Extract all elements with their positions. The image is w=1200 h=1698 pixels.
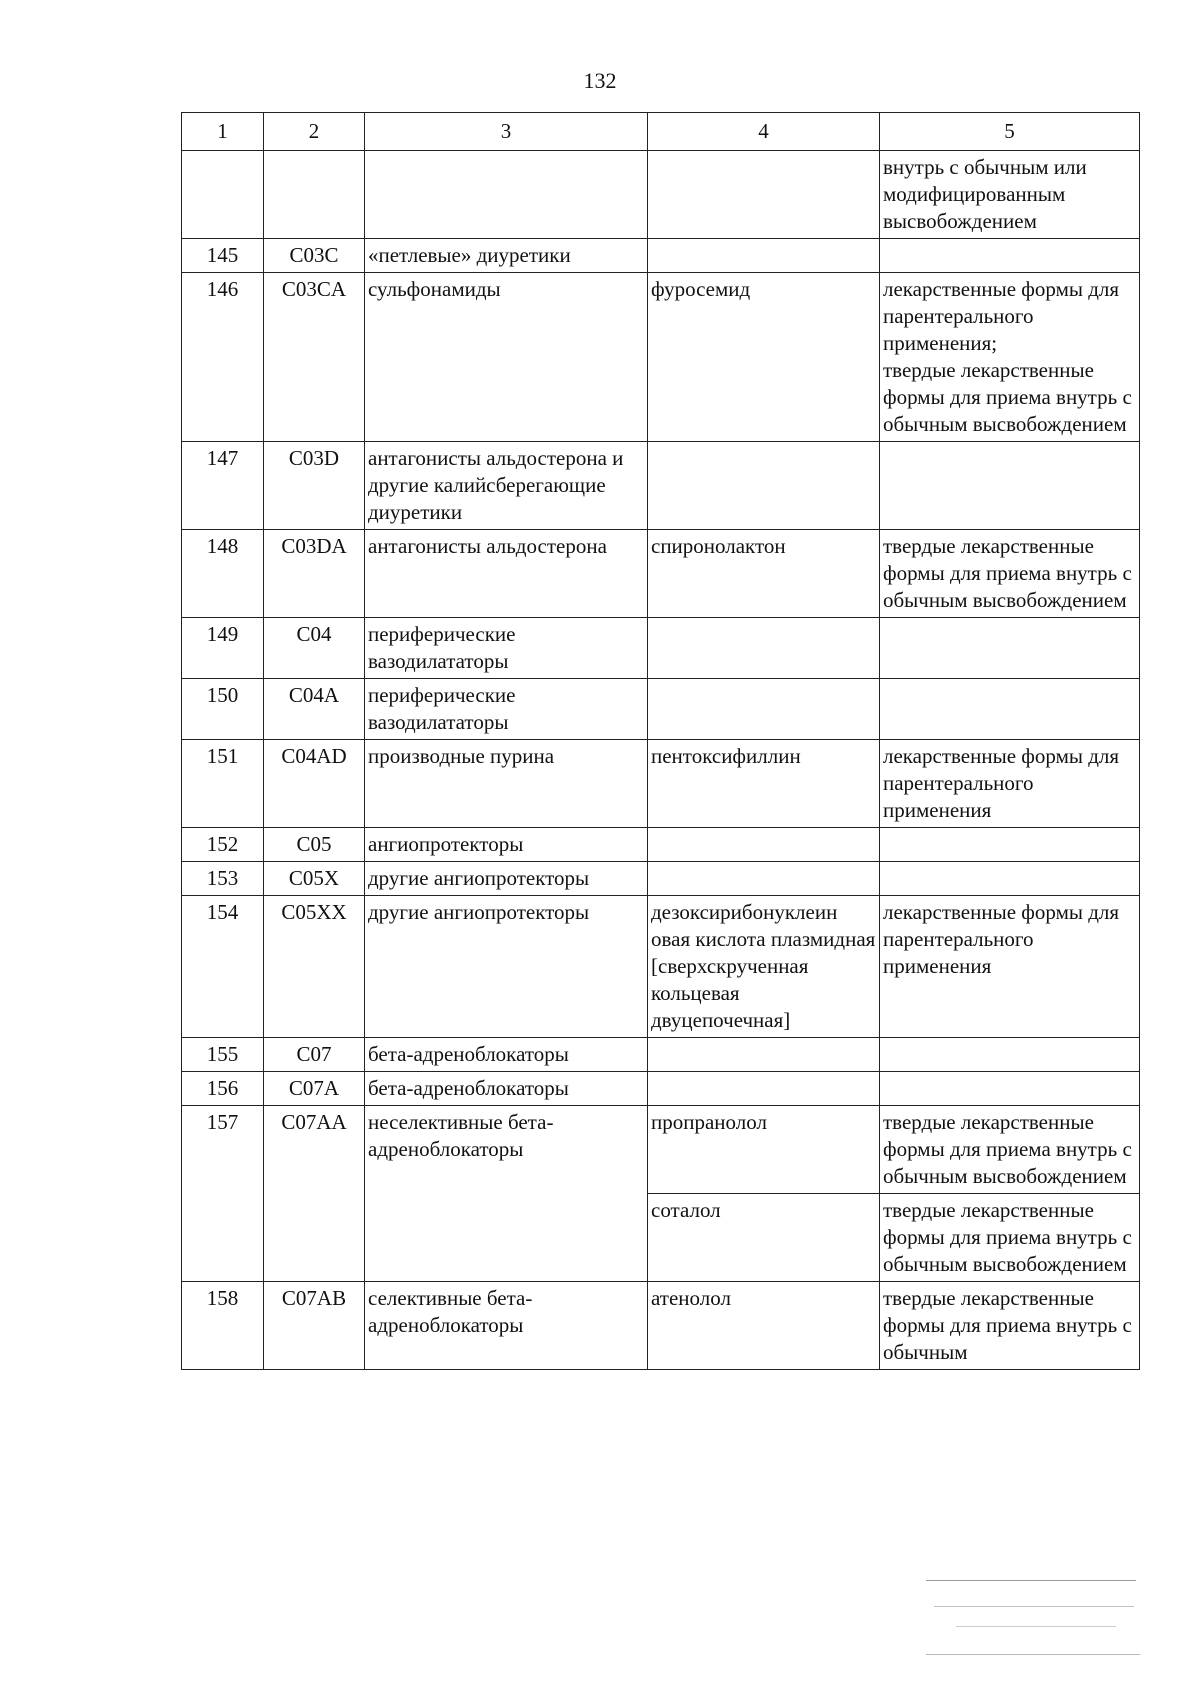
header-cell: 3: [365, 113, 648, 151]
row-number: 152: [182, 828, 264, 862]
header-row: [182, 113, 1140, 151]
drug-name: [648, 1038, 880, 1072]
table-row: [182, 896, 1140, 1038]
drug-name: [648, 1072, 880, 1106]
drug-name: соталол: [648, 1194, 880, 1282]
row-number: 150: [182, 679, 264, 740]
row-number: 146: [182, 273, 264, 442]
row-number: 151: [182, 740, 264, 828]
drug-name: [648, 442, 880, 530]
group-name: другие ангиопротекторы: [365, 896, 648, 1038]
drug-name: [648, 151, 880, 239]
drug-name: [648, 618, 880, 679]
atc-code: [264, 151, 365, 239]
group-name: неселективные бета-адреноблокаторы: [365, 1106, 648, 1282]
row-number: 157: [182, 1106, 264, 1282]
table-row: [182, 740, 1140, 828]
dosage-form: твердые лекарственные формы для приема внутрь с обычным высвобождением: [880, 1106, 1140, 1194]
dosage-form: твердые лекарственные формы для приема внутрь с обычным высвобождением: [880, 530, 1140, 618]
dosage-form: внутрь с обычным или модифицированным высвобождением: [880, 151, 1140, 239]
dosage-form: [880, 1038, 1140, 1072]
drug-name: пентоксифиллин: [648, 740, 880, 828]
table-row: [182, 828, 1140, 862]
dosage-form: [880, 828, 1140, 862]
group-name: «петлевые» диуретики: [365, 239, 648, 273]
atc-code: C03DA: [264, 530, 365, 618]
drug-name: спиронолактон: [648, 530, 880, 618]
group-name: бета-адреноблокаторы: [365, 1072, 648, 1106]
drug-table: [181, 112, 1140, 1370]
atc-code: C03CA: [264, 273, 365, 442]
atc-code: C05XX: [264, 896, 365, 1038]
atc-code: C07: [264, 1038, 365, 1072]
row-number: 148: [182, 530, 264, 618]
atc-code: C05X: [264, 862, 365, 896]
drug-name: [648, 679, 880, 740]
table-row: [182, 679, 1140, 740]
table-row: [182, 239, 1140, 273]
row-number: 149: [182, 618, 264, 679]
drug-name: пропранолол: [648, 1106, 880, 1194]
table-row: [182, 1038, 1140, 1072]
drug-name: [648, 239, 880, 273]
drug-name: атенолол: [648, 1282, 880, 1370]
row-number: 147: [182, 442, 264, 530]
group-name: периферические вазодилататоры: [365, 679, 648, 740]
dosage-form: [880, 862, 1140, 896]
header-cell: 2: [264, 113, 365, 151]
row-number: 158: [182, 1282, 264, 1370]
table-row: [182, 442, 1140, 530]
table-row: [182, 530, 1140, 618]
table-row: [182, 273, 1140, 442]
group-name: ангиопротекторы: [365, 828, 648, 862]
row-number: 156: [182, 1072, 264, 1106]
table-row: [182, 1072, 1140, 1106]
group-name: антагонисты альдостерона: [365, 530, 648, 618]
drug-name: дезоксирибонуклеин овая кислота плазмидная [сверхскрученная кольцевая двуцепочечная]: [648, 896, 880, 1038]
dosage-form: [880, 1072, 1140, 1106]
dosage-form: твердые лекарственные формы для приема внутрь с обычным: [880, 1282, 1140, 1370]
group-name: антагонисты альдостерона и другие калийсберегающие диуретики: [365, 442, 648, 530]
dosage-form: лекарственные формы для парентерального применения: [880, 896, 1140, 1038]
dosage-form: твердые лекарственные формы для приема внутрь с обычным высвобождением: [880, 1194, 1140, 1282]
group-name: селективные бета-адреноблокаторы: [365, 1282, 648, 1370]
table-row: [182, 862, 1140, 896]
group-name: бета-адреноблокаторы: [365, 1038, 648, 1072]
dosage-form: лекарственные формы для парентерального применения: [880, 740, 1140, 828]
table-row: [182, 1282, 1140, 1370]
table-row: [182, 618, 1140, 679]
atc-code: C05: [264, 828, 365, 862]
group-name: другие ангиопротекторы: [365, 862, 648, 896]
row-number: 145: [182, 239, 264, 273]
header-cell: 5: [880, 113, 1140, 151]
atc-code: C04: [264, 618, 365, 679]
page-number: 132: [583, 68, 617, 93]
dosage-form: [880, 679, 1140, 740]
row-number: 155: [182, 1038, 264, 1072]
group-name: периферические вазодилататоры: [365, 618, 648, 679]
drug-name: фуросемид: [648, 273, 880, 442]
row-number: [182, 151, 264, 239]
dosage-form: [880, 442, 1140, 530]
atc-code: C04A: [264, 679, 365, 740]
row-number: 153: [182, 862, 264, 896]
group-name: [365, 151, 648, 239]
table-row: [182, 1106, 1140, 1194]
table-row: [182, 151, 1140, 239]
drug-name: [648, 862, 880, 896]
atc-code: C04AD: [264, 740, 365, 828]
dosage-form: лекарственные формы для парентерального применения; твердые лекарственные формы для приема внутрь с обычным высвобождением: [880, 273, 1140, 442]
faint-stamp-mark: [926, 1580, 1140, 1660]
atc-code: C03C: [264, 239, 365, 273]
drug-name: [648, 828, 880, 862]
header-cell: 1: [182, 113, 264, 151]
dosage-form: [880, 239, 1140, 273]
atc-code: C07AB: [264, 1282, 365, 1370]
group-name: производные пурина: [365, 740, 648, 828]
header-cell: 4: [648, 113, 880, 151]
atc-code: C07AA: [264, 1106, 365, 1282]
atc-code: C03D: [264, 442, 365, 530]
group-name: сульфонамиды: [365, 273, 648, 442]
dosage-form: [880, 618, 1140, 679]
atc-code: C07A: [264, 1072, 365, 1106]
row-number: 154: [182, 896, 264, 1038]
